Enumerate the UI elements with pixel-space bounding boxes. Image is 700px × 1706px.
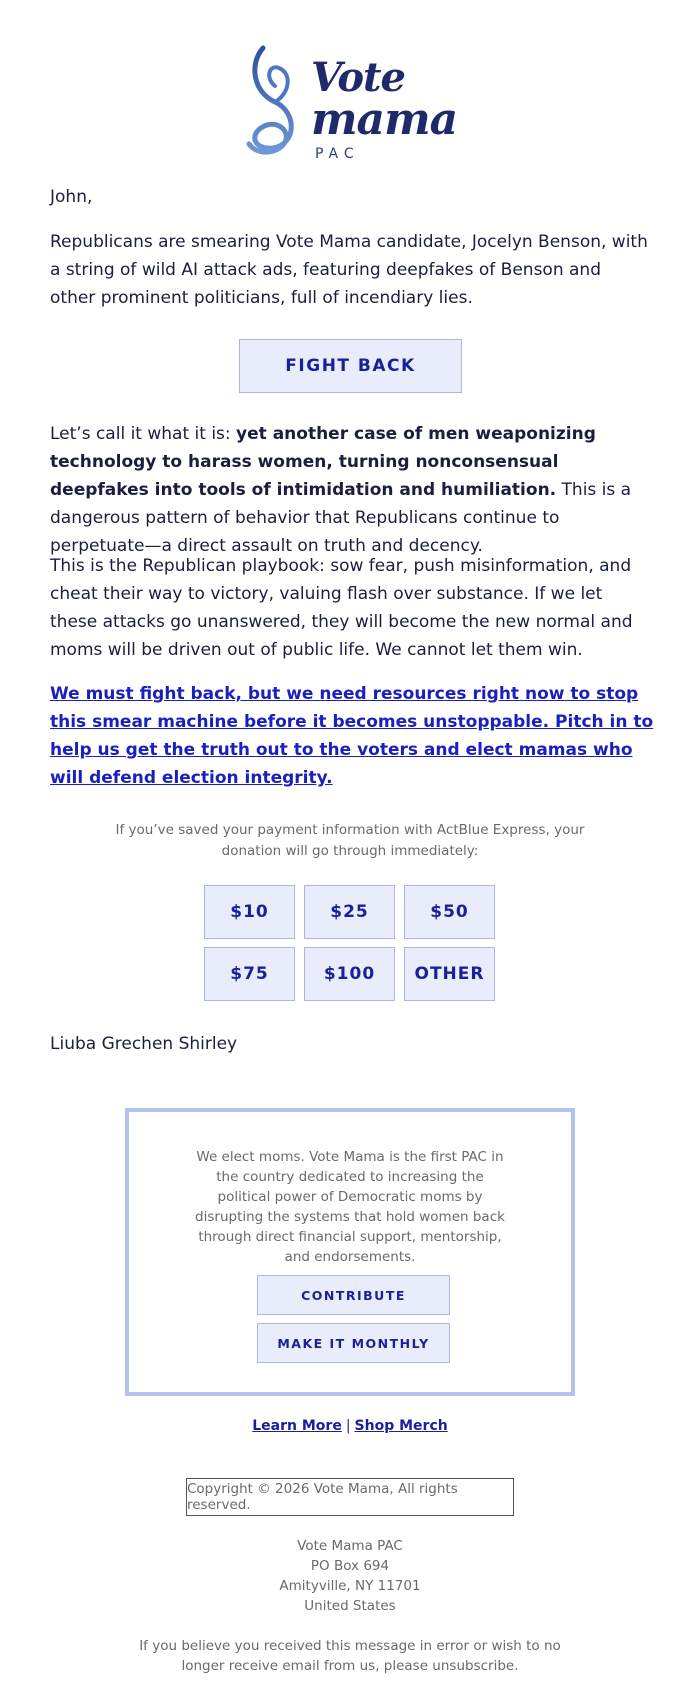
logo-word-mama: mama — [311, 94, 458, 145]
donate-25-button[interactable]: $25 — [304, 885, 395, 939]
address-line: Amityville, NY 11701 — [279, 1578, 421, 1594]
about-box — [125, 1108, 575, 1396]
mailing-address — [0, 1536, 700, 1616]
address-line: PO Box 694 — [310, 1558, 390, 1574]
link-separator: | — [345, 1418, 351, 1434]
contribute-button[interactable]: CONTRIBUTE — [257, 1275, 450, 1315]
fight-back-button[interactable]: FIGHT BACK — [239, 339, 462, 393]
make-it-monthly-button[interactable]: MAKE IT MONTHLY — [257, 1323, 450, 1363]
logo-word-pac: PAC — [315, 146, 360, 162]
donate-100-button[interactable]: $100 — [304, 947, 395, 1001]
donate-other-button[interactable]: OTHER — [404, 947, 495, 1001]
donate-50-button[interactable]: $50 — [404, 885, 495, 939]
paragraph-3: This is the Republican playbook: sow fear, push misinformation, and cheat their way to victory, valuing flash over substance. If we let these attacks go unanswered, they will become the new normal and moms will be driven out of public life. We cannot let them win. — [50, 556, 633, 660]
vote-mama-logo[interactable] — [245, 44, 465, 162]
shop-merch-link[interactable]: Shop Merch — [354, 1418, 448, 1434]
address-line: United States — [304, 1598, 396, 1614]
paragraph-2-lead: Let’s call it what it is: — [50, 424, 237, 444]
paragraph-2-tail: This is a dangerous pattern of behavior that Republicans continue to perpetuate—a direct assault on truth and decency. — [50, 480, 632, 556]
address-line: Vote Mama PAC — [297, 1538, 403, 1554]
swirl-logo-icon — [245, 44, 315, 159]
donate-10-button[interactable]: $10 — [204, 885, 295, 939]
unsubscribe-note[interactable]: If you believe you received this message in error or wish to no longer receive email from us, please unsubscribe. — [139, 1638, 561, 1674]
greeting: John, — [50, 187, 93, 207]
actblue-note: If you’ve saved your payment information with ActBlue Express, your donation will go through immediately: — [115, 822, 585, 859]
footer-links — [0, 1418, 700, 1434]
paragraph-1: Republicans are smearing Vote Mama candidate, Jocelyn Benson, with a string of wild AI attack ads, featuring deepfakes of Benson and other prominent politicians, full of incendiary lies. — [50, 232, 648, 308]
learn-more-link[interactable]: Learn More — [252, 1418, 342, 1434]
copyright-box: Copyright © 2026 Vote Mama, All rights reserved. — [186, 1478, 514, 1516]
paragraph-2-bold: yet another case of men weaponizing technology to harass women, turning nonconsensual deepfakes into tools of intimidation and humiliation. — [50, 424, 596, 500]
paragraph-2 — [50, 420, 650, 560]
donate-75-button[interactable]: $75 — [204, 947, 295, 1001]
about-text: We elect moms. Vote Mama is the first PAC in the country dedicated to increasing the political power of Democratic moms by disrupting the systems that hold women back through direct financial support, mentorship, and endorsements. — [195, 1149, 505, 1265]
logo-word-vote: Vote — [311, 54, 405, 101]
fight-back-link[interactable]: We must fight back, but we need resources right now to stop this smear machine before it becomes unstoppable. Pitch in to help us get the truth out to the voters and elect mamas who will defend election integrity. — [50, 684, 654, 788]
signature: Liuba Grechen Shirley — [50, 1034, 238, 1054]
